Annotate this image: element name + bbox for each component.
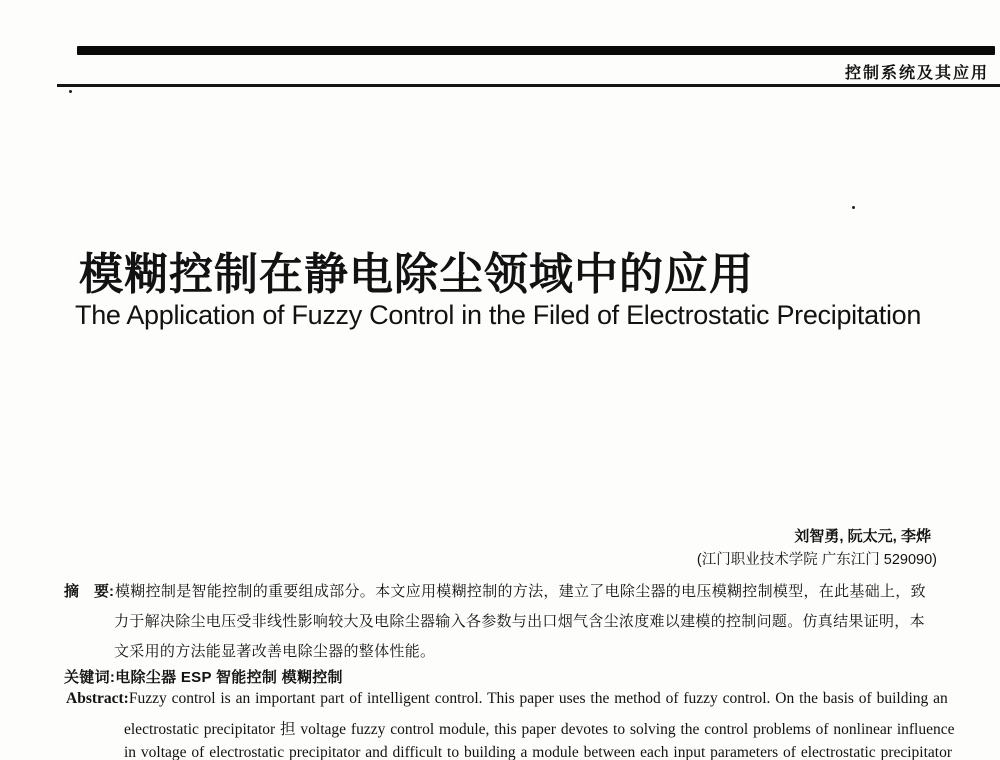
scan-speck (69, 90, 72, 93)
keywords-line (64, 666, 343, 687)
paper-title-zh: 模糊控制在静电除尘领域中的应用 (79, 250, 754, 299)
abstract-en-line-3: in voltage of electrostatic precipitator and difficult to building a module between each input parameters of electrostatic precipitator (124, 744, 953, 760)
abstract-zh-line-1 (64, 580, 926, 601)
abstract-en-label: Abstract: (66, 690, 129, 707)
affiliation-line: (江门职业技术学院 广东江门 529090) (696, 552, 937, 568)
keywords-label: 关键词: (64, 669, 116, 686)
authors-line: 刘智勇, 阮太元, 李烨 (794, 528, 931, 545)
abstract-en-text-1: Fuzzy control is an important part of intelligent control. This paper uses the method of fuzzy control. On the basis of building an (128, 690, 948, 707)
keywords-text: 电除尘器 ESP 智能控制 模糊控制 (115, 669, 343, 686)
abstract-en-line-2: electrostatic precipitator 担 voltage fuzzy control module, this paper devotes to solving the control problems of nonlinear influence (124, 721, 955, 738)
abstract-zh-line-2: 力于解决除尘电压受非线性影响较大及电除尘器输入各参数与出口烟气含尘浓度难以建模的控制问题。仿真结果证明，本 (114, 613, 925, 630)
abstract-en-line-1 (66, 690, 948, 708)
paper-title-en: The Application of Fuzzy Control in the Filed of Electrostatic Precipitation (75, 300, 922, 330)
journal-section-header: 控制系统及其应用 (844, 65, 989, 82)
abstract-zh-label: 摘 要: (64, 583, 114, 600)
top-thick-rule (77, 46, 995, 55)
abstract-zh-text-1: 模糊控制是智能控制的重要组成部分。本文应用模糊控制的方法，建立了电除尘器的电压模糊控制模型，在此基础上，致 (115, 583, 926, 600)
scan-speck (852, 206, 855, 209)
header-thin-rule (57, 84, 1000, 87)
abstract-zh-line-3: 文采用的方法能显著改善电除尘器的整体性能。 (114, 643, 436, 660)
